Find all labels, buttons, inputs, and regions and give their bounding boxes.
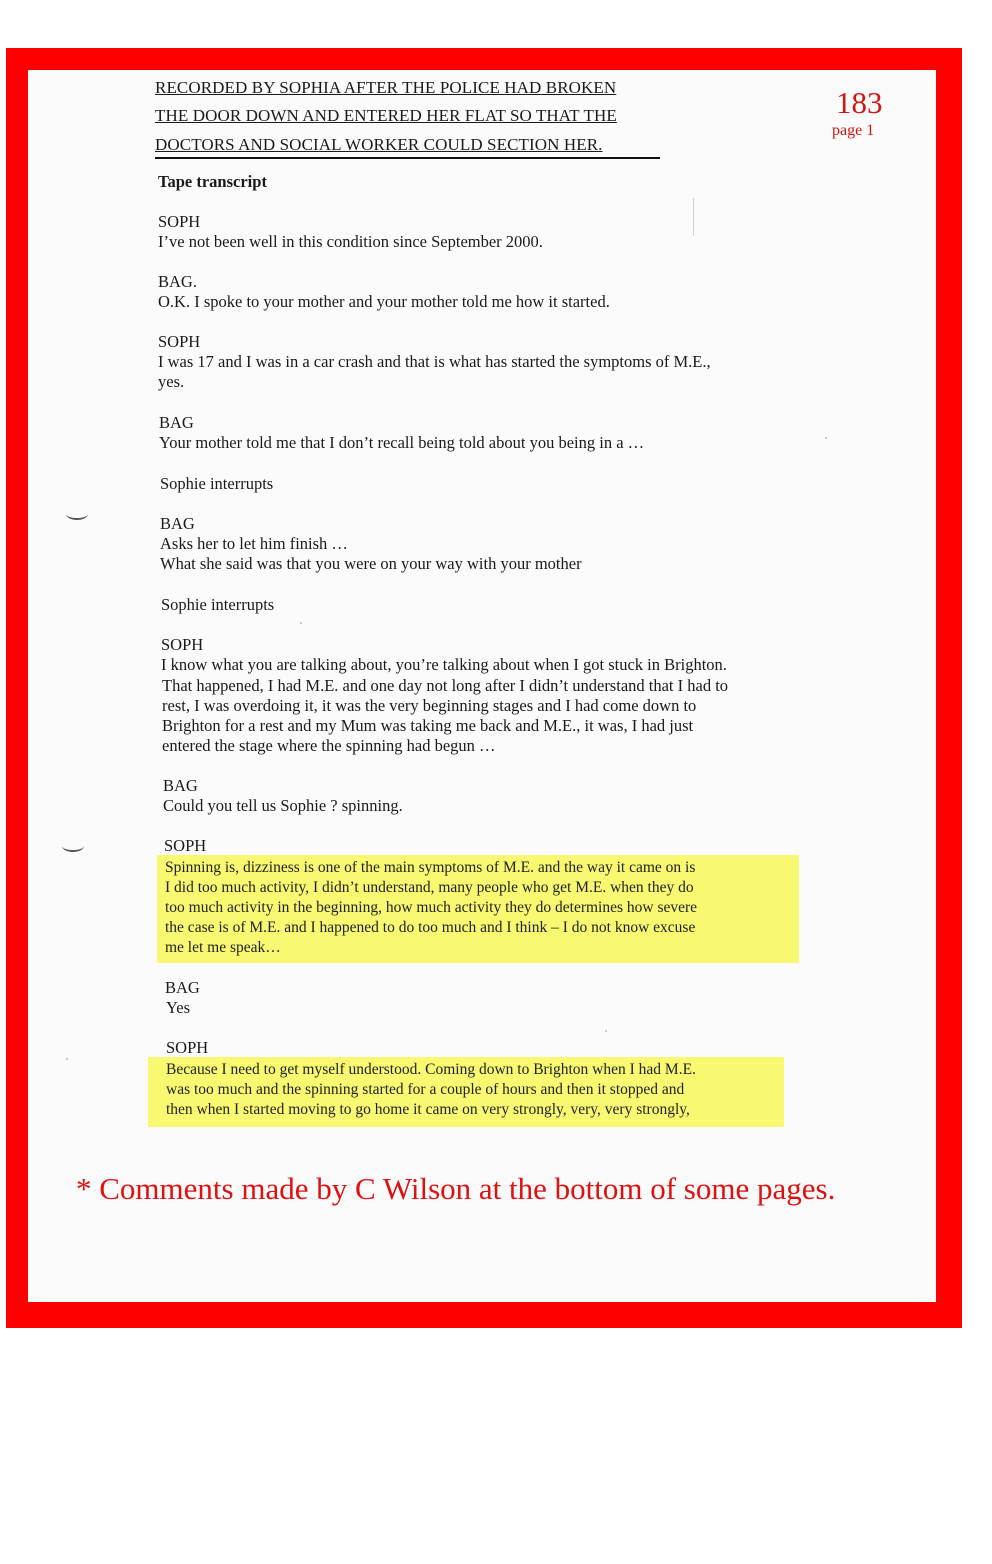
speaker: BAG <box>165 978 200 997</box>
speech-line: was too much and the spinning started for a couple of hours and then it stopped and <box>166 1081 685 1098</box>
speech-line: too much activity in the beginning, how much activity they do determines how severe <box>165 899 698 916</box>
speech-line: rest, I was overdoing it, it was the very beginning stages and I had come down to <box>162 696 697 715</box>
scan-speck <box>300 622 302 624</box>
speech-line: I know what you are talking about, you’re talking about when I got stuck in Brighton. <box>161 655 727 674</box>
header-line-2: THE DOOR DOWN AND ENTERED HER FLAT SO THAT THE <box>155 106 617 125</box>
speaker: SOPH <box>158 212 201 231</box>
speech-line: entered the stage where the spinning had begun … <box>162 736 496 755</box>
speech-line: I was 17 and I was in a car crash and that is what has started the symptoms of M.E., <box>158 352 711 371</box>
speech-line: O.K. I spoke to your mother and your mother told me how it started. <box>158 292 610 311</box>
scan-speck <box>605 1030 607 1032</box>
speech-line: Because I need to get myself understood. Coming down to Brighton when I had M.E. <box>166 1061 696 1078</box>
footnote: * Comments made by C Wilson at the bottom of some pages. <box>76 1171 836 1206</box>
speaker: BAG <box>160 514 195 533</box>
speech-line: Could you tell us Sophie ? spinning. <box>163 796 403 815</box>
speech-line: me let me speak… <box>165 939 281 956</box>
speech-line: I’ve not been well in this condition since September 2000. <box>158 232 543 251</box>
speech-line: Spinning is, dizziness is one of the main symptoms of M.E. and the way it came on is <box>165 859 696 876</box>
page-number: 183 <box>836 85 883 120</box>
speaker: SOPH <box>166 1038 209 1057</box>
interruption-note: Sophie interrupts <box>160 474 274 493</box>
speaker: BAG. <box>158 272 197 291</box>
speaker: BAG <box>159 413 194 432</box>
scan-mark <box>693 198 694 236</box>
speech-line: That happened, I had M.E. and one day not long after I didn’t understand that I had to <box>162 676 729 695</box>
speech-line: the case is of M.E. and I happened to do too much and I think – I do not know excuse <box>165 919 696 936</box>
scan-speck <box>66 1058 68 1060</box>
hole-punch-mark <box>62 840 84 852</box>
speech-line: I did too much activity, I didn’t understand, many people who get M.E. when they do <box>165 879 694 896</box>
speech-line: Asks her to let him finish … <box>160 534 348 553</box>
speaker: SOPH <box>158 332 201 351</box>
subtitle: Tape transcript <box>158 172 267 191</box>
scan-speck <box>825 437 827 439</box>
speech-line: Your mother told me that I don’t recall being told about you being in a … <box>159 433 645 452</box>
speech-line: Yes <box>166 998 191 1017</box>
speech-line: Brighton for a rest and my Mum was taking me back and M.E., it was, I had just <box>162 716 694 735</box>
header-line-3: DOCTORS AND SOCIAL WORKER COULD SECTION HER. <box>155 135 603 154</box>
speech-line: then when I started moving to go home it came on very strongly, very, very strongly, <box>166 1101 690 1118</box>
speech-line: What she said was that you were on your way with your mother <box>160 554 582 573</box>
page-label: page 1 <box>832 122 875 139</box>
speaker: SOPH <box>161 635 204 654</box>
speaker: BAG <box>163 776 198 795</box>
speech-line: yes. <box>158 372 185 391</box>
speaker: SOPH <box>164 836 207 855</box>
header-rule <box>155 157 660 159</box>
header-line-1: RECORDED BY SOPHIA AFTER THE POLICE HAD BROKEN <box>155 78 617 97</box>
interruption-note: Sophie interrupts <box>161 595 275 614</box>
hole-punch-mark <box>66 508 88 520</box>
